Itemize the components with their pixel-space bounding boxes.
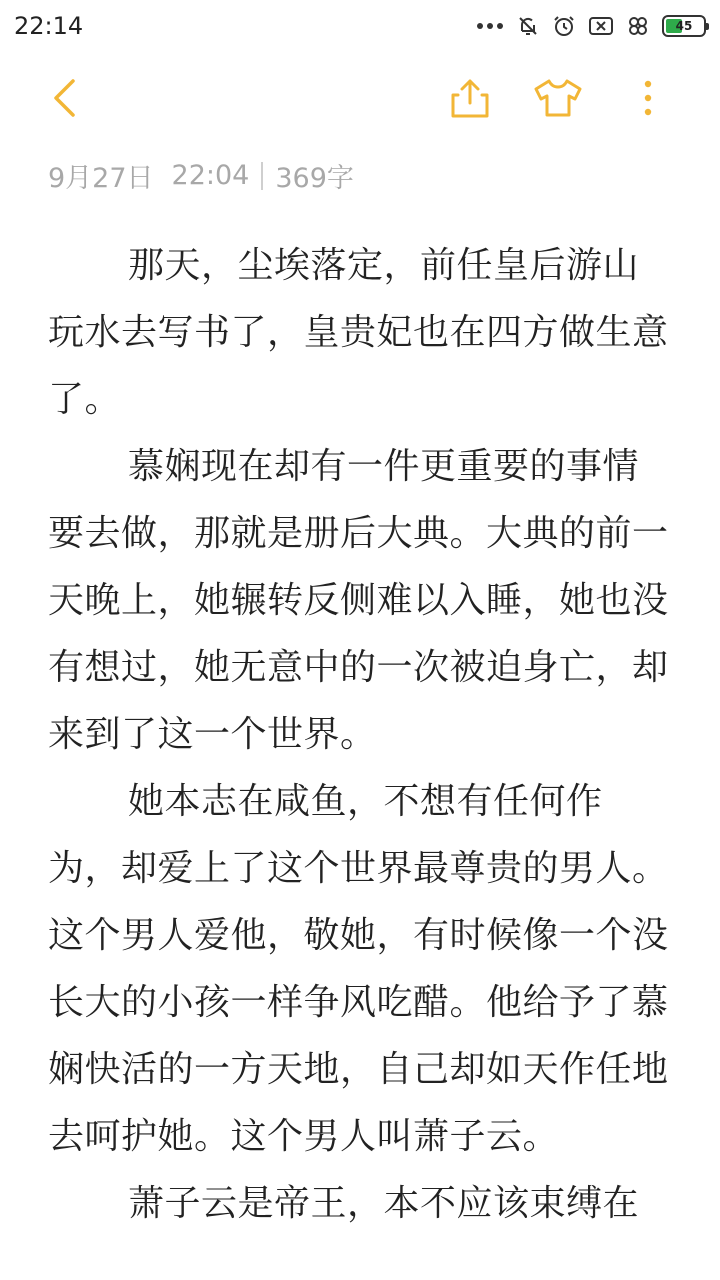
note-paragraph: 慕娴现在却有一件更重要的事情要去做，那就是册后大典。大典的前一天晚上，她辗转反侧难以入睡，她也没有想过，她无意中的一次被迫身亡，却来到了这一个世界。 xyxy=(48,446,669,755)
note-toolbar xyxy=(0,60,720,140)
status-time: 22:14 xyxy=(14,12,84,40)
note-paragraph: 那天，尘埃落定，前任皇后游山玩水去写书了，皇贵妃也在四方做生意了。 xyxy=(48,245,669,420)
note-content[interactable] xyxy=(48,232,672,1237)
note-paragraph: 萧子云是帝王，本不应该束缚在 xyxy=(128,1183,640,1224)
note-date: 9月27日 xyxy=(48,163,154,194)
more-options-button[interactable] xyxy=(624,60,672,140)
bell-off-icon xyxy=(516,14,540,38)
clover-icon xyxy=(626,14,650,38)
theme-shirt-icon xyxy=(533,78,583,122)
note-time: 22:04 xyxy=(171,160,250,191)
meta-divider xyxy=(261,162,263,190)
battery-level: 45 xyxy=(675,19,693,33)
back-button[interactable] xyxy=(36,60,92,140)
status-bar xyxy=(0,0,720,52)
status-icons xyxy=(476,14,706,38)
note-meta xyxy=(48,156,354,195)
alarm-icon xyxy=(552,14,576,38)
more-vertical-icon xyxy=(644,78,652,122)
share-button[interactable] xyxy=(440,60,500,140)
note-word-count: 369字 xyxy=(275,163,354,194)
share-icon xyxy=(450,77,490,123)
x-box-icon xyxy=(588,15,614,37)
more-dots-icon xyxy=(476,21,504,31)
back-chevron-icon xyxy=(51,78,77,122)
theme-button[interactable] xyxy=(526,60,590,140)
battery-icon xyxy=(662,15,706,37)
note-paragraph: 她本志在咸鱼，不想有任何作为，却爱上了这个世界最尊贵的男人。这个男人爱他，敬她，有时候像一个没长大的小孩一样争风吃醋。他给予了慕娴快活的一方天地，自己却如天作任地去呵护她。这个男人叫萧子云。 xyxy=(48,781,669,1157)
